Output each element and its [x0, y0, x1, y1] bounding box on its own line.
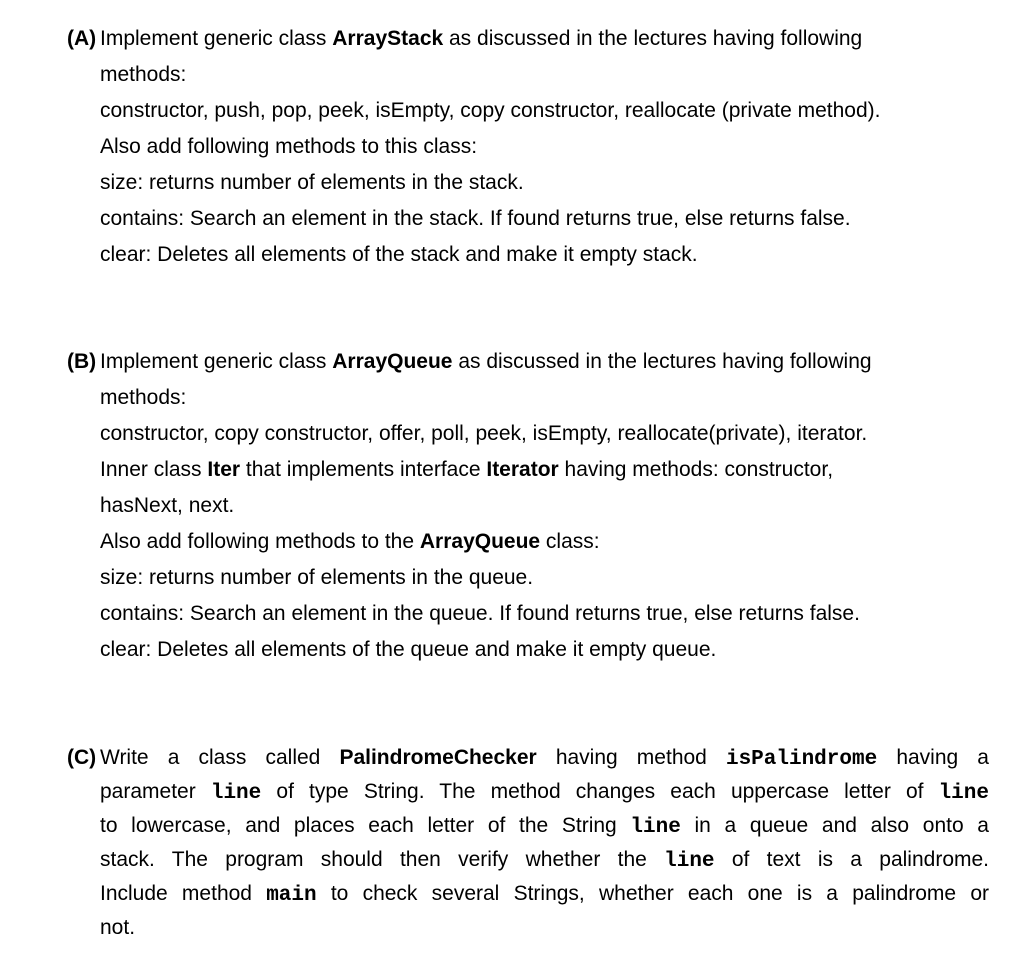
section-a-heading [67, 21, 997, 57]
section-b-also-add [67, 524, 997, 560]
section-c-t8: stack. The program should then verify whether the [100, 848, 665, 871]
section-a-methods-list: constructor, push, pop, peek, isEmpty, copy constructor, reallocate (private method). [100, 99, 881, 122]
section-b-inner-1: Inner class [100, 458, 208, 481]
section-c-t10: Include method [100, 882, 267, 905]
section-c-main-word: main [266, 884, 317, 907]
section-c-label: (C) [67, 746, 97, 769]
section-c-t9: of text is a palindrome. [714, 848, 990, 871]
section-c-t2: having method [536, 746, 726, 769]
section-a-clear: clear: Deletes all elements of the stack and make it empty stack. [100, 243, 698, 266]
section-b-methods-list: constructor, copy constructor, offer, poll, peek, isEmpty, reallocate(private), iterator. [100, 422, 868, 445]
section-a-class-name: ArrayStack [332, 27, 444, 50]
section-c-t7: in a queue and also onto a [680, 814, 989, 837]
section-a-intro: Implement generic class [100, 27, 333, 50]
section-a-size: size: returns number of elements in the stack. [100, 171, 524, 194]
section-a-intro-rest: as discussed in the lectures having following [443, 27, 863, 50]
section-c-line-word-1: line [210, 782, 262, 805]
section-c-t4: parameter [100, 780, 211, 803]
section-b-contains: contains: Search an element in the queue. If found returns true, else returns false. [100, 602, 860, 625]
section-b [67, 344, 997, 668]
section-c-line-word-4: line [664, 850, 715, 873]
section-c-t11: to check several Strings, whether each one is a palindrome or [316, 882, 989, 905]
section-c-line-3 [67, 810, 989, 844]
section-c-line-5 [67, 878, 989, 912]
section-c-t6: to lowercase, and places each letter of the String [100, 814, 631, 837]
section-b-also-add-2: class: [540, 530, 600, 553]
section-b-class-name: ArrayQueue [332, 350, 453, 373]
section-b-clear: clear: Deletes all elements of the queue and make it empty queue. [100, 638, 717, 661]
section-c-t5: of type String. The method changes each uppercase letter of [261, 780, 939, 803]
section-b-inner-class [67, 452, 997, 488]
section-b-iter: Iter [207, 458, 241, 481]
section-c-t1: Write a class called [100, 746, 340, 769]
section-b-inner-4: hasNext, next. [100, 494, 235, 517]
section-b-size: size: returns number of elements in the queue. [100, 566, 534, 589]
section-b-intro-rest: as discussed in the lectures having following [452, 350, 872, 373]
section-b-iterator: Iterator [486, 458, 559, 481]
section-b-also-add-class: ArrayQueue [419, 530, 541, 553]
section-a-label: (A) [67, 27, 97, 50]
section-b-inner-3: having methods: constructor, [558, 458, 834, 481]
section-a [67, 21, 997, 273]
section-b-also-add-1: Also add following methods to the [100, 530, 420, 553]
section-a-also-add: Also add following methods to this class: [100, 135, 478, 158]
section-c-line-1 [67, 742, 989, 776]
section-c-method: isPalindrome [725, 748, 878, 771]
section-b-methods-word: methods: [100, 386, 187, 409]
section-b-intro: Implement generic class [100, 350, 333, 373]
section-b-label: (B) [67, 350, 97, 373]
section-b-inner-2: that implements interface [240, 458, 487, 481]
section-c-class-name: PalindromeChecker [339, 746, 537, 769]
section-c-t3: having a [877, 746, 989, 769]
section-c-line-word-3: line [630, 816, 681, 839]
section-a-contains: contains: Search an element in the stack. If found returns true, else returns false. [100, 207, 851, 230]
section-c [67, 742, 989, 944]
section-c-line-4 [67, 844, 989, 878]
section-a-methods-word: methods: [100, 63, 187, 86]
section-b-heading [67, 344, 997, 380]
section-c-line-6: not. [100, 916, 136, 939]
section-c-line-2 [67, 776, 989, 810]
section-c-line-word-2: line [938, 782, 989, 805]
